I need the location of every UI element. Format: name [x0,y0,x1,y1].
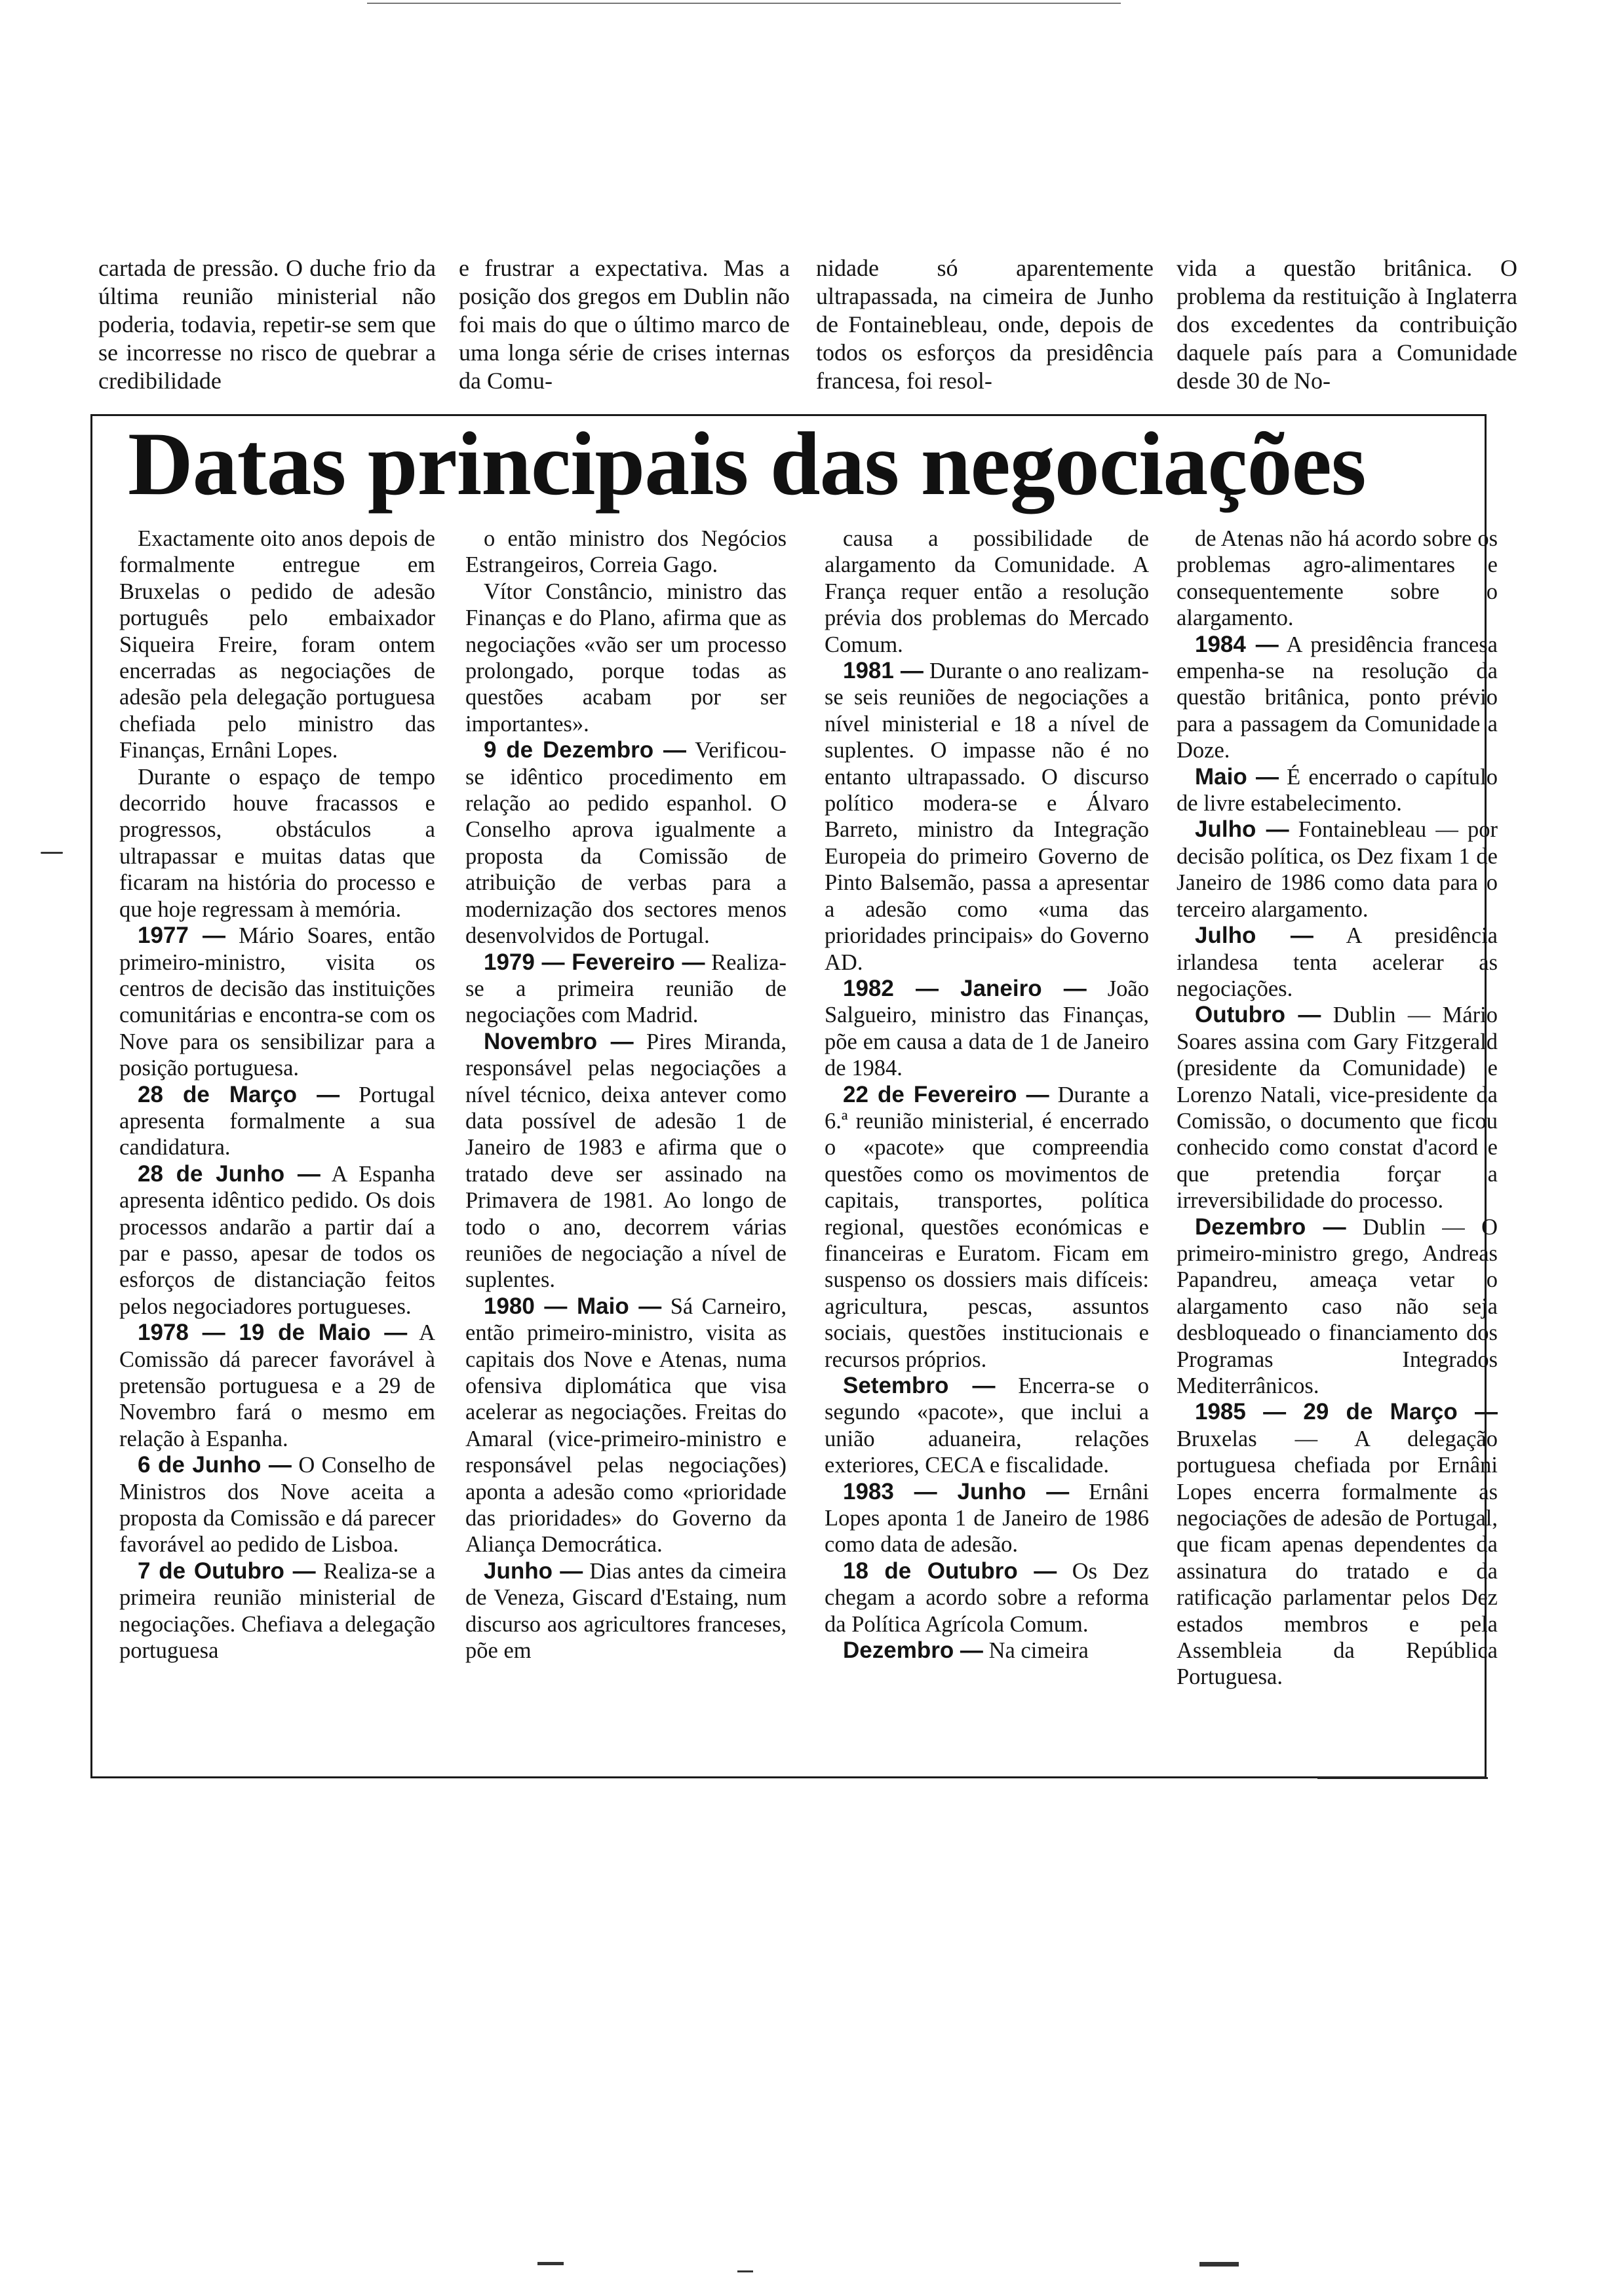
entry-text: Sá Carneiro, então primeiro-ministro, visita as capitais dos Nove e Atenas, numa ofensiva diplomática que visa acelerar as negociações. Freitas do Amaral (vice-primeiro-ministro e responsável pelas negociações) aponta a adesão como «prioridade das prioridades» do Governo da Aliança Democrática. [465,1293,787,1558]
entry-date: 6 de Junho — [138,1452,292,1478]
entry-text: Verificou-se idêntico procedimento em relação ao pedido espanhol. O Conselho aprova igualmente a proposta da Comissão de atribuição de verbas para a modernização dos sectores menos desenvolvidos de Portugal. [465,738,787,949]
top-column-4 [1177,254,1517,393]
chronology-entry [465,737,787,949]
entry-date: 1985 — 29 de Março — [1195,1399,1498,1425]
margin-mark [41,852,63,854]
entry-date: 7 de Outubro — [138,1558,316,1584]
entry-text: Dias antes da cimeira de Veneza, Giscard d'Estaing, num discurso aos agricultores franceses, põe em [465,1558,787,1664]
top-column-2-text: e frustrar a expectativa. Mas a posição dos gregos em Dublin não foi mais do que o último marco de uma longa série de crises internas da Comu- [459,255,790,393]
chronology-entry [1177,1399,1498,1690]
entry-date: Novembro — [484,1028,634,1054]
chronology-entry [825,1082,1149,1373]
entry-text: Realiza-se a primeira reunião ministerial de negociações. Chefiava a delegação portuguesa [119,1558,435,1664]
entry-text: Portugal apresenta formalmente a sua candidatura. [119,1082,435,1160]
chronology-entry [825,658,1149,976]
entry-text: Pires Miranda, responsável pelas negociações a nível técnico, deixa antever como data possível de adesão 1 de Janeiro de 1983 e afirma que o tratado deve ser assinado na Primavera de 1981. Ao longo de todo o ano, decorrem várias reuniões de negociação a nível de suplentes. [465,1029,787,1293]
chronology-entry [465,1558,787,1664]
chronology-entry [1177,1002,1498,1214]
entry-text: A Comissão dá parecer favorável à pretensão portuguesa e a 29 de Novembro fará o mesmo em relação à Espanha. [119,1320,435,1451]
entry-date: Setembro — [843,1373,996,1398]
entry-text: Mário Soares, então primeiro-ministro, visita os centros de decisão das instituições comunitárias e encontra-se com os Nove para os sensibilizar para a posição portuguesa. [119,923,435,1081]
entry-date: 1984 — [1195,631,1279,657]
entry-date: Maio — [1195,763,1279,790]
chronology-entry [825,1637,1149,1664]
chronology-entry [825,1558,1149,1637]
top-column-2 [459,254,790,393]
body-column-1 [119,526,435,1757]
entry-date: Junho — [484,1558,583,1584]
chronology-entry [119,1161,435,1320]
entry-date: 22 de Fevereiro — [843,1081,1049,1107]
entry-text: Encerra-se o segundo «pacote», que inclui a união aduaneira, relações exteriores, CECA e fiscalidade. [825,1373,1149,1478]
chronology-entry [1177,1214,1498,1400]
chronology-entry [825,1479,1149,1558]
entry-text: O Conselho de Ministros dos Nove aceita a proposta da Comissão e dá parecer favorável ao pedido de Lisboa. [119,1453,435,1558]
entry-text: A presidência francesa empenha-se na resolução da questão britânica, ponto prévio para a passagem da Comunidade a Doze. [1177,632,1498,763]
chronology-entry [825,976,1149,1082]
entry-text: Vítor Constâncio, ministro das Finanças e do Plano, afirma que as negociações «vão ser um processo prolongado, porque todas as questões acabam por ser importantes». [465,579,787,737]
top-column-1-text: cartada de pressão. O duche frio da última reunião ministerial não poderia, todavia, repetir-se sem que se incorresse no risco de quebrar a credibilidade [98,255,436,393]
entry-date: Julho — [1195,923,1313,949]
chronology-entry [1177,816,1498,923]
chronology-entry [465,1293,787,1558]
entry-date: Dezembro — [1195,1214,1346,1240]
entry-text: Realiza-se a primeira reunião de negociações com Madrid. [465,949,787,1028]
entry-date: 1981 — [843,658,924,684]
body-column-4 [1177,526,1498,1757]
bottom-right-rule [1317,1777,1488,1779]
entry-text: Durante a 6.ª reunião ministerial, é encerrado o «pacote» que compreendia questões como os movimentos de capitais, transportes, política regional, questões económicas e financeiras e Euratom. Ficam em suspenso os dossiers mais difíceis: agricultura, pescas, assuntos sociais, questões institucionais e recursos próprios. [825,1082,1149,1372]
entry-text: Exactamente oito anos depois de formalmente entregue em Bruxelas o pedido de adesão português pelo embaixador Siqueira Freire, foram ontem encerradas as negociações de adesão pela delegação portuguesa chefiada pelo ministro das Finanças, Ernâni Lopes. [119,526,435,763]
top-column-1 [98,254,436,393]
body-paragraph [1177,526,1498,632]
body-paragraph [465,579,787,737]
body-column-3 [825,526,1149,1757]
chronology-entry [119,1320,435,1452]
entry-text: o então ministro dos Negócios Estrangeiros, Correia Gago. [465,526,787,578]
chronology-entry [119,923,435,1081]
entry-date: 1982 — Janeiro — [843,975,1087,1001]
body-column-2 [465,526,787,1757]
entry-text: de Atenas não há acordo sobre os problemas agro-alimentares e consequentemente sobre o alargamento. [1177,526,1498,631]
scan-speck-3 [737,2270,753,2272]
entry-date: Julho — [1195,816,1289,843]
entry-date: 1983 — Junho — [843,1478,1070,1504]
chronology-entry [1177,764,1498,817]
chronology-entry [119,1558,435,1664]
entry-text: Durante o espaço de tempo decorrido houve fracassos e progressos, obstáculos a ultrapassar e muitas datas que ficaram na história do processo e que hoje regressam à memória. [119,764,435,922]
chronology-entry [119,1082,435,1161]
entry-date: 28 de Março — [138,1081,340,1107]
entry-text: Bruxelas — A delegação portuguesa chefiada por Ernâni Lopes encerra formalmente as negociações de adesão de Portugal, que ficam apenas dependentes da assinatura do tratado e da ratificação parlamentar pelos Dez estados membros e pela Assembleia da República Portuguesa. [1177,1426,1498,1690]
body-paragraph [825,526,1149,658]
entry-text: A presidência irlandesa tenta acelerar as negociações. [1177,923,1498,1001]
entry-date: Dezembro — [843,1637,983,1664]
chronology-entry [119,1452,435,1558]
entry-date: 1979 — Fevereiro — [484,949,705,975]
entry-text: É encerrado o capítulo de livre estabelecimento. [1177,764,1498,816]
chronology-entry [825,1373,1149,1479]
body-paragraph [465,526,787,579]
entry-date: 1978 — 19 de Maio — [138,1320,408,1346]
chronology-entry [465,949,787,1029]
article-headline: Datas principais das negociações [128,413,1366,514]
entry-text: Fontainebleau — por decisão política, os Dez fixam 1 de Janeiro de 1986 como data para o terceiro alargamento. [1177,817,1498,922]
entry-date: Outubro — [1195,1002,1321,1028]
entry-text: Dublin — Mário Soares assina com Gary Fitzgerald (presidente da Comunidade) e Lorenzo Natali, vice-presidente da Comissão, o documento que ficou conhecido como constat d'acord e que pretendia forçar a irreversibilidade do processo. [1177,1003,1498,1214]
entry-date: 18 de Outubro — [843,1558,1057,1584]
body-paragraph [119,526,435,764]
top-column-3-text: nidade só aparentemente ultrapassada, na cimeira de Junho de Fontainebleau, onde, depois de todos os esforços da presidência francesa, foi resol- [816,255,1154,393]
scan-top-rule [367,3,1121,4]
scan-speck-2 [1199,2262,1239,2267]
entry-text: Os Dez chegam a acordo sobre a reforma da Política Agrícola Comum. [825,1558,1149,1637]
entry-text: Na cimeira [983,1638,1089,1664]
chronology-entry [465,1029,787,1293]
chronology-entry [1177,632,1498,764]
entry-text: Ernâni Lopes aponta 1 de Janeiro de 1986 como data de adesão. [825,1479,1149,1558]
body-paragraph [119,764,435,923]
entry-text: João Salgueiro, ministro das Finanças, põe em causa a data de 1 de Janeiro de 1984. [825,976,1149,1081]
top-column-3 [816,254,1154,393]
entry-text: causa a possibilidade de alargamento da Comunidade. A França requer então a resolução prévia dos problemas do Mercado Comum. [825,526,1149,657]
entry-text: Dublin — O primeiro-ministro grego, Andreas Papandreu, ameaça vetar o alargamento caso não seja desbloqueado o financiamento dos Programas Integrados Mediterrânicos. [1177,1214,1498,1398]
entry-date: 1980 — Maio — [484,1293,662,1319]
entry-date: 9 de Dezembro — [484,737,687,763]
entry-text: A Espanha apresenta idêntico pedido. Os dois processos andarão a partir daí a par e passo, apesar de todos os esforços de distanciação feitos pelos negociadores portugueses. [119,1161,435,1319]
chronology-entry [1177,923,1498,1002]
top-column-4-text: vida a questão britânica. O problema da restituição à Inglaterra dos excedentes da contribuição daquele país para a Comunidade desde 30 de No- [1177,255,1517,393]
scan-speck-1 [537,2262,564,2265]
entry-text: Durante o ano realizam-se seis reuniões de negociações a nível ministerial e 18 a nível de suplentes. O impasse não é no entanto ultrapassado. O discurso político modera-se e Álvaro Barreto, ministro da Integração Europeia do primeiro Governo de Pinto Balsemão, passa a apresentar a adesão como «uma das prioridades principais» do Governo AD. [825,659,1149,975]
entry-date: 28 de Junho — [138,1160,321,1187]
entry-date: 1977 — [138,923,226,949]
